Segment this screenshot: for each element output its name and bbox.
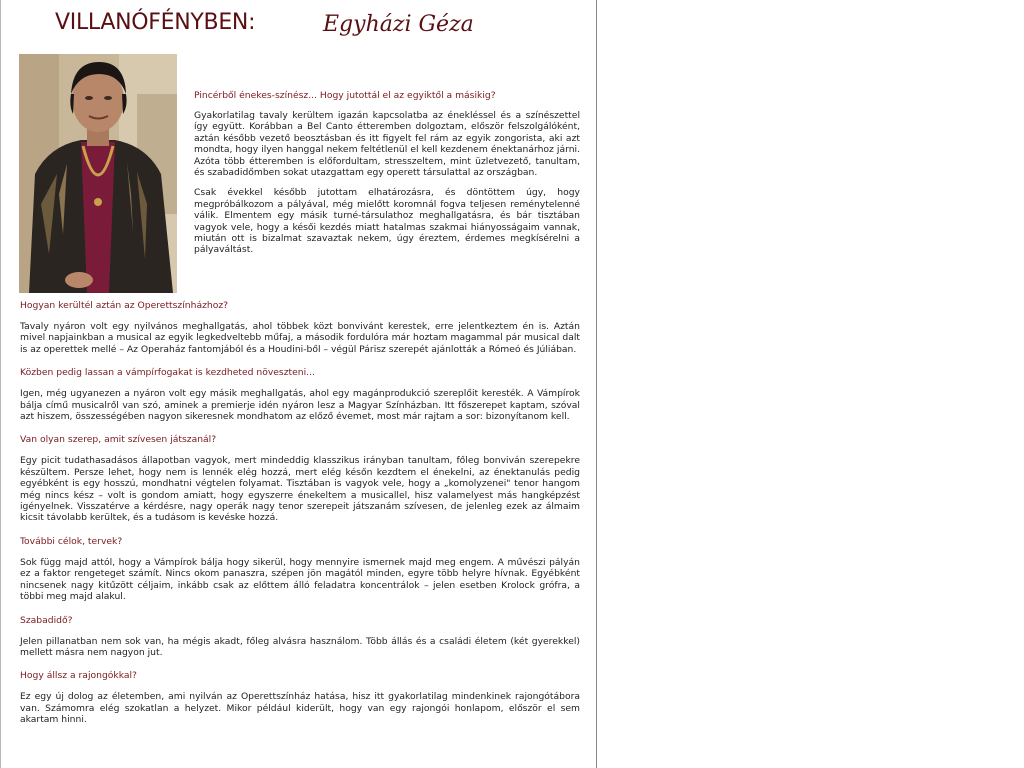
question: Hogyan kerültél aztán az Operettszínházhoz? [20,300,229,311]
portrait-photo [19,54,177,293]
question: Van olyan szerep, amit szívesen játszanál? [20,434,217,446]
answer-paragraph: Egy picit tudathasadásos állapotban vagyok, mert mindeddig klasszikus irányban tanultam, főleg bonviván szerepekre készültem. Persze lehet, hogy nem is lennék elég hozzá, mert elég későn kezdtem el énekelni, az énektanulás pedig egyébként is egy hosszú, mondhatni végtelen folyamat. Tisztában is vagyok vele, hogy a „komolyzenei" tenor hangom még nincs kész – volt is gondom amiatt, hogy egyszerre énekeltem a musicallel, hisz valamelyest más hangképzést igényelnek. Visszatérve a kérdésre, nagy operák nagy tenor szerepeit játszanám szívesen, de jelenleg ezek az álmaim kicsit távolabb kerültek, és a tudásom is kevéske hozzá. [20,455,580,524]
interview-body [20,300,580,738]
intro-section [194,90,580,265]
answer-paragraph: Igen, még ugyanezen a nyáron volt egy másik meghallgatás, ahol egy magánprodukció szereplőit keresték. A Vámpírok bálja című musicalről van szó, aminek a premierje idén nyáron lesz a Magyar Színházban. Itt főszerepet kaptam, szóval azt hiszem, összességében nagyon sikeresnek mondhatom az előző évemet, most már rajtam a sor: bizonyítanom kell. [20,388,580,423]
answer-paragraph: Tavaly nyáron volt egy nyilvános meghallgatás, ahol többek közt bonvivánt kerestek, erre jelentkeztem én is. Aztán mivel napjainkban a musical az egyik legkedveltebb műfaj, a második fordulóra már hoztam magammal pár musical dalt is az operettek mellé – Az Operaház fantomjából és a Houdini-ből – végül Párisz szerepét ajánlották a Rómeó és Júliában. [20,321,580,355]
answer-paragraph: Csak évekkel később jutottam elhatározásra, és döntöttem úgy, hogy megpróbálkozom a pályával, még mielőtt koromnál fogva teljesen reménytelenné válik. Elmentem egy másik turné-társulathoz meghallgatásra, és bár tisztában vagyok vele, hogy a késői kezdés miatt hatalmas szakmai hiányosságaim vannak, miután ott is bizalmat szavaztak nekem, úgy éreztem, érdemes megkísérelni a pályaváltást. [194,187,580,256]
page-edge [0,0,1,768]
question: Pincérből énekes-színész... Hogy jutottál el az egyiktől a másikig? [194,90,496,101]
question: Hogy állsz a rajongókkal? [20,670,137,682]
question: Szabadidő? [20,614,73,626]
answer-paragraph: Gyakorlatilag tavaly kerültem igazán kapcsolatba az énekléssel és a színészettel így együtt. Korábban a Bel Canto étteremben dolgoztam, először felszolgálóként, aztán később vezető beosztásban és itt figyelt fel rám az egyik zongorista, aki azt mondta, hogy ilyen hanggal nekem feltétlenül el kell kezdenem énektanárhoz járni. Azóta több étteremben is előfordultam, stresszeltem, mint üzletvezető, tanultam, és szabadidőmben sokat utazgattam egy operett társulattal az országban. [194,110,580,179]
question: Közben pedig lassan a vámpírfogakat is kezdheted növeszteni... [20,367,315,379]
question: További célok, tervek? [20,535,123,547]
interviewee-name: Egyházi Géza [323,12,474,37]
answer-paragraph: Jelen pillanatban nem sok van, ha mégis akadt, főleg alvásra használom. Több állás és a családi életem (két gyerekkel) mellett másra nem nagyon jut. [20,635,580,658]
column-title: VILLANÓFÉNYBEN: [55,10,256,35]
masthead [55,10,575,44]
answer-paragraph: Sok függ majd attól, hogy a Vámpírok bálja hogy sikerül, hogy mennyire ismernek majd meg engem. A művészi pályán ez a faktor rengeteget számít. Nincs okom panaszra, szépen jön magától minden, egyre több helyre hívnak. Egyébként nincsenek nagy kitűzött céljaim, inkább csak az előttem álló feladatra koncentrálok – jelen esetben Krolock grófra, a többi meg majd alakul. [20,556,580,603]
answer-paragraph: Ez egy új dolog az életemben, ami nyilván az Operettszínház hatása, hisz itt gyakorlatilag mindenkinek rajongótábora van. Számomra elég szokatlan a helyzet. Mikor például kiderült, hogy van egy rajongói honlapom, először el sem akartam hinni. [20,691,580,726]
